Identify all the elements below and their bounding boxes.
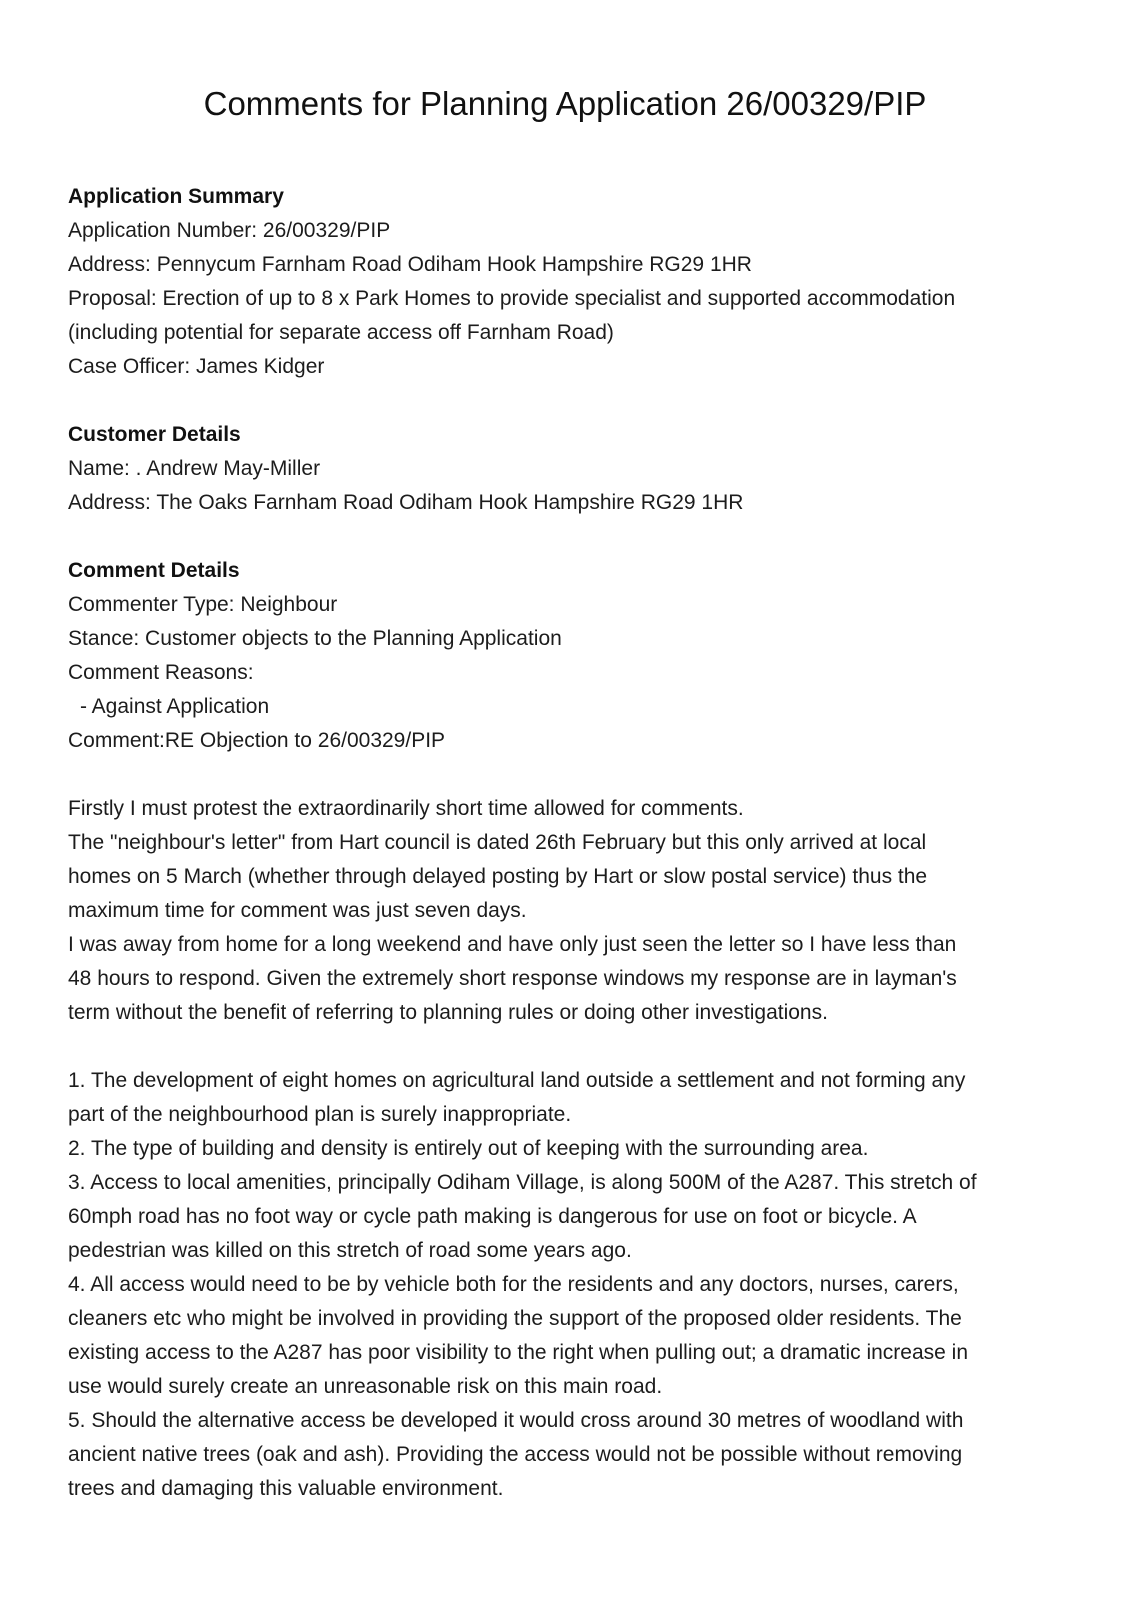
comment-paragraph-intro (68, 792, 1068, 1030)
comment-text-line: I was away from home for a long weekend and have only just seen the letter so I have less than (68, 933, 957, 956)
comment-point-line: 4. All access would need to be by vehicle both for the residents and any doctors, nurses, carers, (68, 1273, 959, 1296)
document-content (68, 180, 1068, 1506)
spacer (68, 520, 1068, 554)
spacer (68, 384, 1068, 418)
commenter-type: Commenter Type: Neighbour (68, 593, 338, 616)
customer-name: Name: . Andrew May-Miller (68, 457, 321, 480)
comment-label: Comment:RE Objection to 26/00329/PIP (68, 729, 446, 752)
comment-point-line: 5. Should the alternative access be developed it would cross around 30 metres of woodland with (68, 1409, 964, 1432)
comment-point-line: ancient native trees (oak and ash). Providing the access would not be possible without removing (68, 1443, 963, 1466)
comment-text-line: The "neighbour's letter" from Hart council is dated 26th February but this only arrived at local (68, 831, 927, 854)
customer-details-section (68, 418, 1068, 520)
comment-point-line: existing access to the A287 has poor visibility to the right when pulling out; a dramatic increase in (68, 1341, 968, 1364)
proposal-line: Proposal: Erection of up to 8 x Park Homes to provide specialist and supported accommodation (68, 287, 956, 310)
comment-point-line: 3. Access to local amenities, principally Odiham Village, is along 500M of the A287. This stretch of (68, 1171, 977, 1194)
comment-point-line: pedestrian was killed on this stretch of road some years ago. (68, 1239, 632, 1262)
spacer (68, 758, 1068, 792)
section-heading: Comment Details (68, 559, 240, 582)
comment-point-line: use would surely create an unreasonable risk on this main road. (68, 1375, 663, 1398)
application-number: Application Number: 26/00329/PIP (68, 219, 391, 242)
proposal-line: (including potential for separate access off Farnham Road) (68, 321, 614, 344)
application-summary-section (68, 180, 1068, 384)
comment-text-line: 48 hours to respond. Given the extremely short response windows my response are in layman's (68, 967, 957, 990)
section-heading: Application Summary (68, 185, 284, 208)
comment-point-line: cleaners etc who might be involved in providing the support of the proposed older residents. The (68, 1307, 962, 1330)
section-heading: Customer Details (68, 423, 241, 446)
comment-point-line: trees and damaging this valuable environment. (68, 1477, 504, 1500)
comment-text-line: maximum time for comment was just seven days. (68, 899, 527, 922)
customer-address: Address: The Oaks Farnham Road Odiham Hook Hampshire RG29 1HR (68, 491, 744, 514)
comment-text-line: Firstly I must protest the extraordinarily short time allowed for comments. (68, 797, 744, 820)
comment-points-list (68, 1064, 1068, 1506)
comment-point-line: 1. The development of eight homes on agricultural land outside a settlement and not forming any (68, 1069, 966, 1092)
comment-point-line: 60mph road has no foot way or cycle path making is dangerous for use on foot or bicycle. A (68, 1205, 917, 1228)
stance: Stance: Customer objects to the Planning Application (68, 627, 562, 650)
comment-text-line: homes on 5 March (whether through delayed posting by Hart or slow postal service) thus the (68, 865, 928, 888)
comment-text-line: term without the benefit of referring to planning rules or doing other investigations. (68, 1001, 828, 1024)
comment-reason-item: - Against Application (80, 695, 270, 718)
spacer (68, 1030, 1068, 1064)
case-officer: Case Officer: James Kidger (68, 355, 325, 378)
comment-reasons-label: Comment Reasons: (68, 661, 254, 684)
comment-point-line: 2. The type of building and density is entirely out of keeping with the surrounding area. (68, 1137, 869, 1160)
page-title: Comments for Planning Application 26/00329/PIP (203, 85, 927, 122)
comment-details-section (68, 554, 1068, 758)
site-address: Address: Pennycum Farnham Road Odiham Hook Hampshire RG29 1HR (68, 253, 752, 276)
comment-point-line: part of the neighbourhood plan is surely inappropriate. (68, 1103, 572, 1126)
